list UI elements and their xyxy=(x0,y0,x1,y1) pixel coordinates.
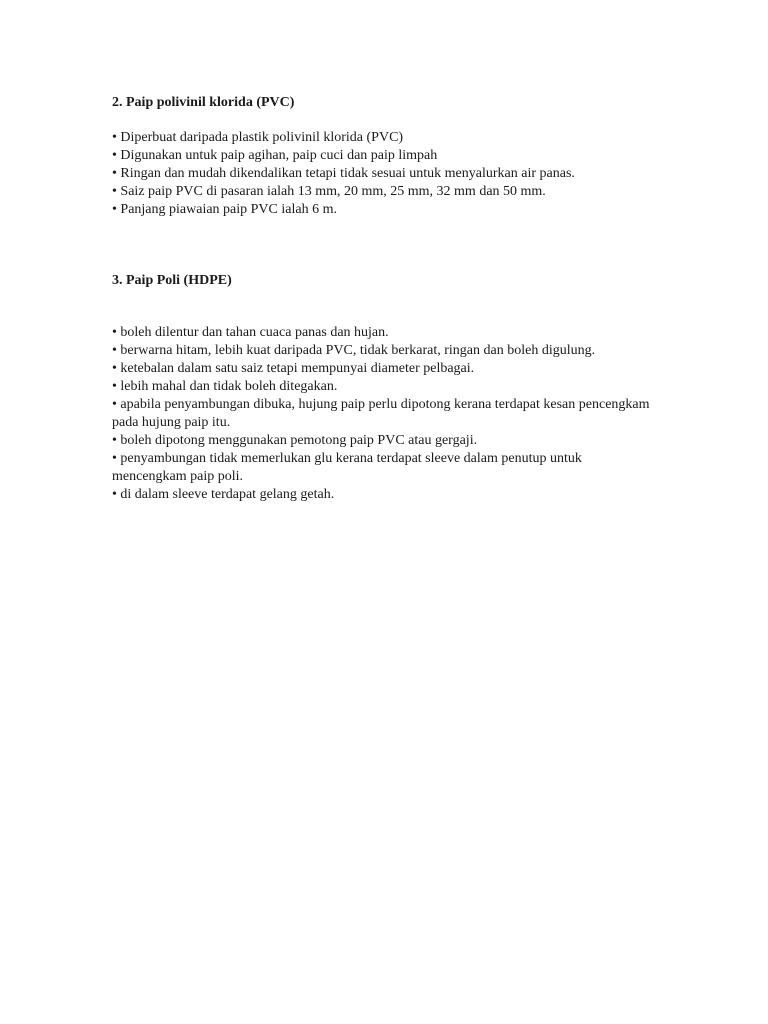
bullet-icon: • xyxy=(112,433,117,448)
bullet-list-pvc xyxy=(112,129,652,219)
list-item-text: ketebalan dalam satu saiz tetapi mempunyai diameter pelbagai. xyxy=(120,361,475,376)
list-item xyxy=(112,165,652,183)
list-item-text: apabila penyambungan dibuka, hujung paip perlu dipotong kerana terdapat kesan pencengkam pada hujung paip itu. xyxy=(112,397,650,430)
bullet-list-hdpe xyxy=(112,324,652,504)
list-item-text: berwarna hitam, lebih kuat daripada PVC, tidak berkarat, ringan dan boleh digulung. xyxy=(120,343,596,358)
section-heading-pvc: 2. Paip polivinil klorida (PVC) xyxy=(112,95,295,110)
list-item xyxy=(112,129,652,147)
bullet-icon: • xyxy=(112,451,117,466)
bullet-icon: • xyxy=(112,184,117,199)
list-item xyxy=(112,396,652,432)
section-hdpe xyxy=(112,272,652,504)
list-item xyxy=(112,147,652,165)
list-item-text: Digunakan untuk paip agihan, paip cuci dan paip limpah xyxy=(120,148,438,163)
list-item-text: boleh dilentur dan tahan cuaca panas dan hujan. xyxy=(120,325,389,340)
list-item-text: Diperbuat daripada plastik polivinil klorida (PVC) xyxy=(120,130,404,145)
bullet-icon: • xyxy=(112,325,117,340)
bullet-icon: • xyxy=(112,202,117,217)
list-item-text: Panjang piawaian paip PVC ialah 6 m. xyxy=(120,202,337,217)
bullet-icon: • xyxy=(112,379,117,394)
list-item-text: penyambungan tidak memerlukan glu kerana terdapat sleeve dalam penutup untuk mencengkam paip poli. xyxy=(112,451,582,484)
list-item-text: lebih mahal dan tidak boleh ditegakan. xyxy=(120,379,338,394)
list-item-text: boleh dipotong menggunakan pemotong paip PVC atau gergaji. xyxy=(120,433,478,448)
list-item-text: di dalam sleeve terdapat gelang getah. xyxy=(120,487,335,502)
bullet-icon: • xyxy=(112,130,117,145)
list-item xyxy=(112,486,652,504)
bullet-icon: • xyxy=(112,487,117,502)
section-pvc xyxy=(112,94,652,219)
bullet-icon: • xyxy=(112,148,117,163)
bullet-icon: • xyxy=(112,397,117,412)
section-heading-hdpe: 3. Paip Poli (HDPE) xyxy=(112,273,232,288)
list-item xyxy=(112,342,652,360)
list-item xyxy=(112,432,652,450)
list-item xyxy=(112,450,652,486)
list-item-text: Saiz paip PVC di pasaran ialah 13 mm, 20 mm, 25 mm, 32 mm dan 50 mm. xyxy=(120,184,546,199)
list-item-text: Ringan dan mudah dikendalikan tetapi tidak sesuai untuk menyalurkan air panas. xyxy=(120,166,575,181)
bullet-icon: • xyxy=(112,361,117,376)
list-item xyxy=(112,378,652,396)
bullet-icon: • xyxy=(112,343,117,358)
list-item xyxy=(112,324,652,342)
list-item xyxy=(112,360,652,378)
list-item xyxy=(112,201,652,219)
list-item xyxy=(112,183,652,201)
bullet-icon: • xyxy=(112,166,117,181)
